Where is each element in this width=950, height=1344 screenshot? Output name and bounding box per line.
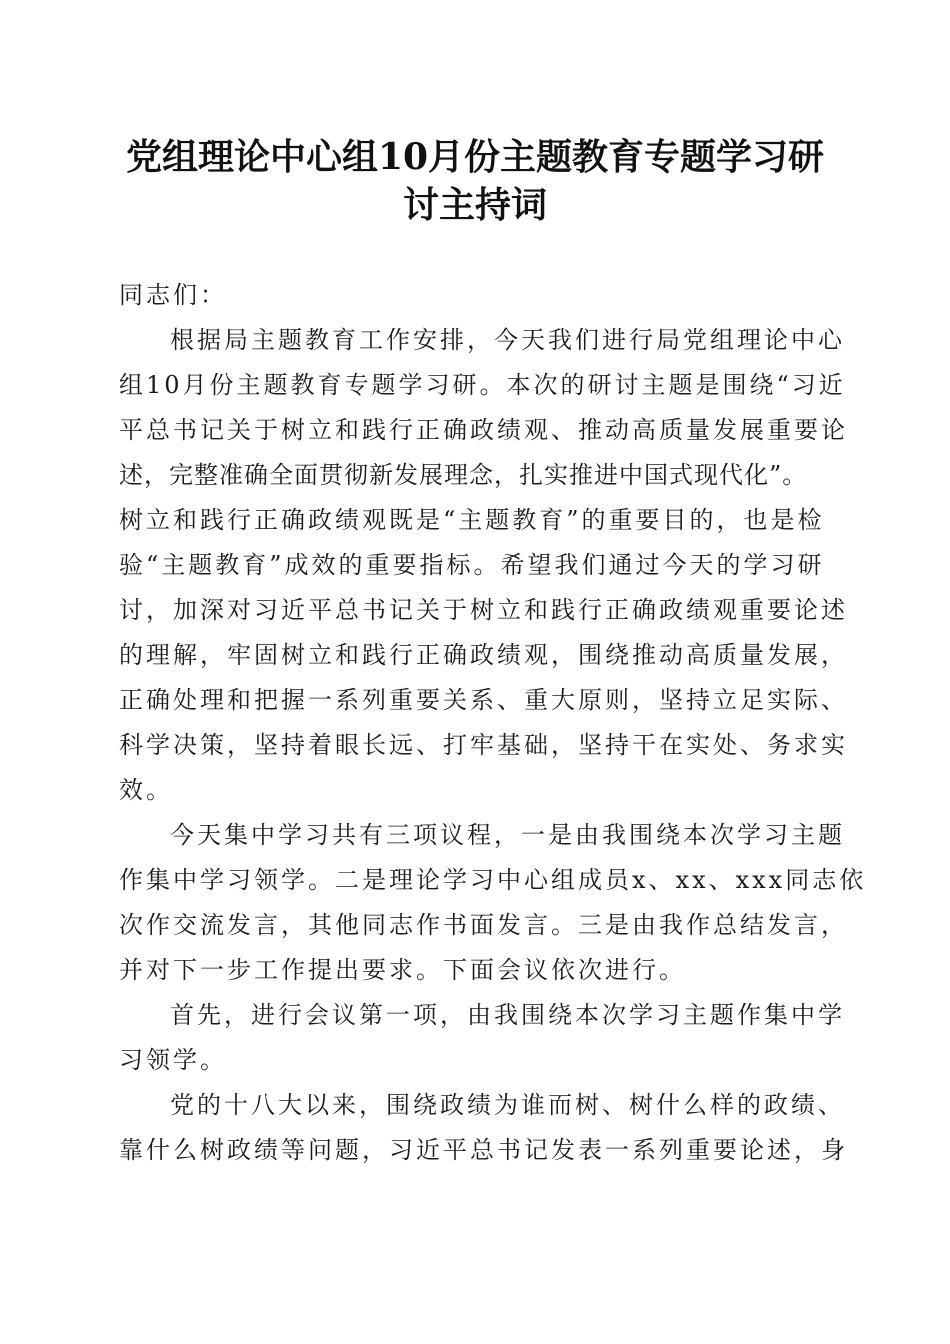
- paragraph-1-line-11: 效。: [119, 776, 173, 804]
- paragraph-1-line-3: 平总书记关于树立和践行正确政绩观、推动高质量发展重要论: [119, 416, 848, 444]
- paragraph-2-line-1: 今天集中学习共有三项议程，一是由我围绕本次学习主题: [170, 821, 845, 849]
- paragraph-1-line-8: 的理解，牢固树立和践行正确政绩观，围绕推动高质量发展，: [119, 641, 848, 669]
- paragraph-1-line-5: 树立和践行正确政绩观既是“主题教育”的重要目的，也是检: [119, 506, 825, 534]
- paragraph-2-line-4: 并对下一步工作提出要求。下面会议依次进行。: [119, 956, 686, 984]
- paragraph-3-line-1: 首先，进行会议第一项，由我围绕本次学习主题作集中学: [170, 1001, 845, 1029]
- paragraph-1-line-6: 验“主题教育”成效的重要指标。希望我们通过今天的学习研: [119, 551, 825, 579]
- paragraph-1-line-7: 讨，加深对习近平总书记关于树立和践行正确政绩观重要论述: [119, 596, 848, 624]
- paragraph-1-line-9: 正确处理和把握一系列重要关系、重大原则，坚持立足实际、: [119, 686, 848, 714]
- paragraph-3-line-2: 习领学。: [119, 1046, 227, 1074]
- document-body: [119, 273, 867, 1173]
- paragraph-1-line-2: 组10月份主题教育专题学习研。本次的研讨主题是围绕“习近: [119, 371, 846, 399]
- paragraph-4-line-2: 靠什么树政绩等问题，习近平总书记发表一系列重要论述，身: [119, 1136, 848, 1164]
- paragraph-2-line-2: 作集中学习领学。二是理论学习中心组成员x、xx、xxx同志依: [119, 866, 867, 894]
- paragraph-4-line-1: 党的十八大以来，围绕政绩为谁而树、树什么样的政绩、: [170, 1091, 845, 1119]
- paragraph-1-line-10: 科学决策，坚持着眼长远、打牢基础，坚持干在实处、务求实: [119, 731, 848, 759]
- paragraph-2-line-3: 次作交流发言，其他同志作书面发言。三是由我作总结发言，: [119, 911, 848, 939]
- salutation: 同志们：: [119, 281, 227, 309]
- title-line-2: 讨主持词: [402, 184, 547, 226]
- document-title: [110, 133, 840, 229]
- paragraph-1-line-1: 根据局主题教育工作安排，今天我们进行局党组理论中心: [170, 326, 845, 354]
- title-line-1: 党组理论中心组10月份主题教育专题学习研: [125, 136, 825, 178]
- paragraph-1-line-4: 述，完整准确全面贯彻新发展理念，扎实推进中国式现代化”。: [119, 461, 808, 489]
